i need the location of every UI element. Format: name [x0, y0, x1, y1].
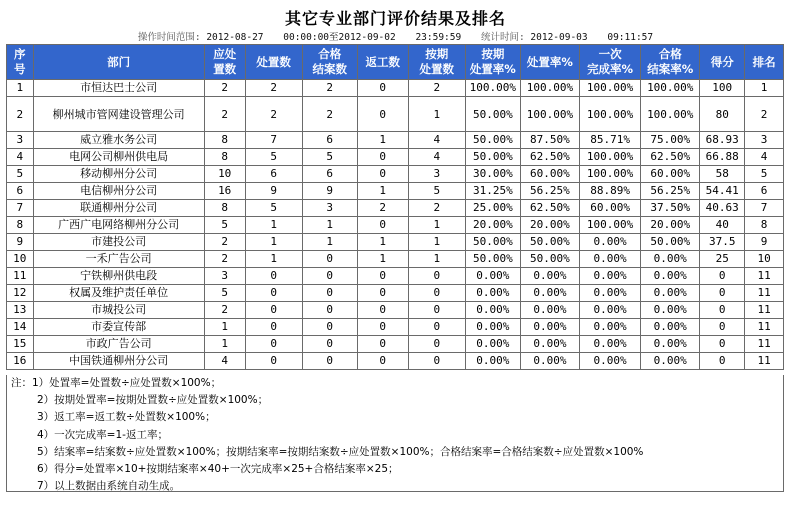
- cell-qualified-rate: 56.25%: [641, 183, 700, 200]
- cell-handle-rate: 56.25%: [520, 183, 579, 200]
- notes-section: [6, 375, 784, 492]
- cell-qualified-closed: 0: [302, 302, 357, 319]
- cell-rank: 4: [745, 149, 784, 166]
- cell-assigned: 2: [204, 251, 245, 268]
- header-row: [7, 45, 784, 80]
- cell-first-time-rate: 100.00%: [580, 80, 641, 97]
- table-row: [7, 132, 784, 149]
- table-row: [7, 319, 784, 336]
- cell-handled: 0: [245, 319, 302, 336]
- cell-score: 40.63: [700, 200, 745, 217]
- cell-ontime-handled: 4: [408, 149, 465, 166]
- cell-ontime-handled: 1: [408, 97, 465, 132]
- header-rank: [745, 45, 784, 80]
- cell-ontime-handled: 2: [408, 80, 465, 97]
- cell-ontime-rate: 0.00%: [465, 319, 520, 336]
- cell-first-time-rate: 88.89%: [580, 183, 641, 200]
- cell-assigned: 5: [204, 217, 245, 234]
- cell-qualified-closed: 2: [302, 97, 357, 132]
- table-row: [7, 80, 784, 97]
- cell-department: 威立雅水务公司: [33, 132, 204, 149]
- cell-score: 0: [700, 319, 745, 336]
- cell-seq: 10: [7, 251, 34, 268]
- header-first-time-rate-line: 一次: [598, 47, 622, 61]
- cell-ontime-handled: 2: [408, 200, 465, 217]
- cell-qualified-rate: 37.50%: [641, 200, 700, 217]
- header-handle-rate-line: 处置率%: [526, 54, 573, 69]
- cell-department: 市城投公司: [33, 302, 204, 319]
- cell-rank: 10: [745, 251, 784, 268]
- cell-ontime-handled: 1: [408, 217, 465, 234]
- operation-end-time: 23:59:59: [415, 32, 462, 43]
- cell-handled: 6: [245, 166, 302, 183]
- cell-ontime-rate: 50.00%: [465, 97, 520, 132]
- table-row: [7, 353, 784, 370]
- note-line: 2）按期处置率=按期处置数÷应处置数×100%；: [37, 394, 269, 407]
- table-row: [7, 217, 784, 234]
- cell-rework: 0: [357, 336, 408, 353]
- report-meta: [0, 29, 791, 43]
- cell-ontime-handled: 0: [408, 319, 465, 336]
- cell-rework: 1: [357, 183, 408, 200]
- cell-rank: 5: [745, 166, 784, 183]
- cell-seq: 5: [7, 166, 34, 183]
- cell-qualified-rate: 0.00%: [641, 285, 700, 302]
- cell-ontime-rate: 25.00%: [465, 200, 520, 217]
- cell-assigned: 16: [204, 183, 245, 200]
- cell-assigned: 8: [204, 149, 245, 166]
- table-row: [7, 234, 784, 251]
- cell-ontime-handled: 3: [408, 166, 465, 183]
- cell-assigned: 2: [204, 234, 245, 251]
- cell-score: 37.5: [700, 234, 745, 251]
- cell-handled: 0: [245, 302, 302, 319]
- cell-rank: 11: [745, 302, 784, 319]
- note-line: 5）结案率=结案数÷应处置数×100%；按期结案率=按期结案数÷应处置数×100%；合格结案率=合格结案数÷应处置数×100%: [37, 445, 644, 458]
- cell-seq: 15: [7, 336, 34, 353]
- cell-department: 市政广告公司: [33, 336, 204, 353]
- cell-seq: 1: [7, 80, 34, 97]
- cell-department: 电信柳州分公司: [33, 183, 204, 200]
- header-rank-line: 排名: [752, 54, 776, 69]
- cell-handled: 1: [245, 251, 302, 268]
- header-qualified-rate-line: 合格: [658, 47, 682, 61]
- table-row: [7, 97, 784, 132]
- statistics-time-label: 统计时间:: [480, 32, 525, 43]
- cell-rework: 0: [357, 166, 408, 183]
- cell-qualified-closed: 0: [302, 285, 357, 302]
- header-qualified-closed: [302, 45, 357, 80]
- table-row: [7, 302, 784, 319]
- cell-first-time-rate: 0.00%: [580, 336, 641, 353]
- operation-start-time: 00:00:00至2012-09-02: [283, 32, 396, 43]
- cell-rank: 11: [745, 353, 784, 370]
- cell-qualified-rate: 100.00%: [641, 97, 700, 132]
- cell-qualified-closed: 2: [302, 80, 357, 97]
- cell-qualified-closed: 1: [302, 217, 357, 234]
- cell-qualified-rate: 100.00%: [641, 80, 700, 97]
- header-qualified-rate-line: 结案率%: [647, 62, 694, 76]
- cell-assigned: 8: [204, 132, 245, 149]
- cell-qualified-closed: 6: [302, 132, 357, 149]
- cell-qualified-rate: 75.00%: [641, 132, 700, 149]
- cell-ontime-rate: 50.00%: [465, 132, 520, 149]
- cell-rework: 0: [357, 97, 408, 132]
- cell-assigned: 1: [204, 336, 245, 353]
- cell-ontime-handled: 0: [408, 336, 465, 353]
- header-score: [700, 45, 745, 80]
- cell-rework: 0: [357, 353, 408, 370]
- cell-seq: 3: [7, 132, 34, 149]
- cell-first-time-rate: 0.00%: [580, 353, 641, 370]
- cell-handled: 5: [245, 149, 302, 166]
- cell-qualified-closed: 0: [302, 268, 357, 285]
- cell-ontime-handled: 0: [408, 302, 465, 319]
- cell-ontime-handled: 1: [408, 234, 465, 251]
- header-seq-line: 序: [14, 47, 26, 61]
- cell-ontime-rate: 31.25%: [465, 183, 520, 200]
- header-rework-line: 返工数: [365, 54, 400, 69]
- cell-qualified-rate: 62.50%: [641, 149, 700, 166]
- cell-rework: 1: [357, 132, 408, 149]
- cell-department: 一禾广告公司: [33, 251, 204, 268]
- cell-ontime-handled: 0: [408, 353, 465, 370]
- header-qualified-rate: [641, 45, 700, 80]
- cell-rework: 0: [357, 149, 408, 166]
- cell-first-time-rate: 85.71%: [580, 132, 641, 149]
- cell-department: 宁铁柳州供电段: [33, 268, 204, 285]
- cell-qualified-closed: 0: [302, 336, 357, 353]
- cell-ontime-rate: 30.00%: [465, 166, 520, 183]
- cell-qualified-closed: 1: [302, 234, 357, 251]
- cell-first-time-rate: 100.00%: [580, 149, 641, 166]
- cell-handle-rate: 0.00%: [520, 336, 579, 353]
- table-row: [7, 149, 784, 166]
- cell-qualified-closed: 5: [302, 149, 357, 166]
- note-line: 3）返工率=返工数÷处置数×100%；: [37, 411, 216, 424]
- header-department: [33, 45, 204, 80]
- cell-rank: 11: [745, 285, 784, 302]
- cell-rework: 1: [357, 234, 408, 251]
- cell-ontime-rate: 50.00%: [465, 251, 520, 268]
- operation-range-label: 操作时间范围:: [137, 32, 201, 43]
- cell-assigned: 2: [204, 97, 245, 132]
- cell-handle-rate: 0.00%: [520, 268, 579, 285]
- cell-first-time-rate: 0.00%: [580, 302, 641, 319]
- cell-first-time-rate: 0.00%: [580, 234, 641, 251]
- cell-handled: 0: [245, 285, 302, 302]
- header-qualified-closed-line: 结案数: [312, 62, 347, 76]
- cell-handle-rate: 100.00%: [520, 80, 579, 97]
- header-handled-line: 处置数: [256, 54, 291, 69]
- header-qualified-closed-line: 合格: [318, 47, 342, 61]
- cell-handle-rate: 87.50%: [520, 132, 579, 149]
- cell-score: 25: [700, 251, 745, 268]
- table-row: [7, 166, 784, 183]
- cell-qualified-rate: 0.00%: [641, 336, 700, 353]
- cell-rework: 0: [357, 80, 408, 97]
- cell-ontime-handled: 4: [408, 132, 465, 149]
- cell-assigned: 3: [204, 268, 245, 285]
- operation-start-date: 2012-08-27: [206, 32, 264, 43]
- ranking-table: [6, 44, 784, 370]
- cell-seq: 12: [7, 285, 34, 302]
- cell-qualified-rate: 20.00%: [641, 217, 700, 234]
- report-title: 其它专业部门评价结果及排名: [284, 9, 506, 28]
- header-handle-rate: [520, 45, 579, 80]
- cell-seq: 16: [7, 353, 34, 370]
- cell-qualified-rate: 0.00%: [641, 268, 700, 285]
- cell-seq: 2: [7, 97, 34, 132]
- cell-first-time-rate: 100.00%: [580, 97, 641, 132]
- cell-first-time-rate: 0.00%: [580, 285, 641, 302]
- cell-handled: 2: [245, 97, 302, 132]
- header-first-time-rate-line: 完成率%: [587, 62, 634, 76]
- cell-qualified-rate: 0.00%: [641, 302, 700, 319]
- cell-department: 广西广电网络柳州分公司: [33, 217, 204, 234]
- cell-assigned: 10: [204, 166, 245, 183]
- header-ontime-rate: [465, 45, 520, 80]
- cell-score: 0: [700, 353, 745, 370]
- cell-score: 0: [700, 302, 745, 319]
- cell-score: 0: [700, 285, 745, 302]
- cell-department: 市建投公司: [33, 234, 204, 251]
- header-ontime-handled: [408, 45, 465, 80]
- cell-assigned: 2: [204, 80, 245, 97]
- table-row: [7, 183, 784, 200]
- header-assigned-line: 应处: [213, 47, 237, 61]
- cell-qualified-closed: 0: [302, 319, 357, 336]
- cell-department: 权属及维护责任单位: [33, 285, 204, 302]
- cell-first-time-rate: 100.00%: [580, 166, 641, 183]
- cell-assigned: 5: [204, 285, 245, 302]
- statistics-date: 2012-09-03: [530, 32, 588, 43]
- table-row: [7, 200, 784, 217]
- cell-handled: 5: [245, 200, 302, 217]
- header-seq-line: 号: [14, 62, 26, 76]
- cell-rework: 0: [357, 285, 408, 302]
- cell-rank: 8: [745, 217, 784, 234]
- cell-seq: 14: [7, 319, 34, 336]
- cell-rework: 0: [357, 302, 408, 319]
- cell-handled: 0: [245, 268, 302, 285]
- cell-qualified-closed: 0: [302, 251, 357, 268]
- cell-seq: 7: [7, 200, 34, 217]
- cell-handle-rate: 0.00%: [520, 285, 579, 302]
- cell-handled: 0: [245, 336, 302, 353]
- cell-ontime-rate: 50.00%: [465, 234, 520, 251]
- header-ontime-handled-line: 按期: [425, 47, 449, 61]
- cell-handle-rate: 60.00%: [520, 166, 579, 183]
- cell-ontime-handled: 0: [408, 285, 465, 302]
- cell-department: 移动柳州分公司: [33, 166, 204, 183]
- cell-department: 中国铁通柳州分公司: [33, 353, 204, 370]
- header-ontime-rate-line: 处置率%: [469, 62, 516, 76]
- header-assigned-line: 置数: [213, 62, 237, 76]
- cell-rank: 11: [745, 336, 784, 353]
- cell-score: 40: [700, 217, 745, 234]
- cell-first-time-rate: 60.00%: [580, 200, 641, 217]
- cell-department: 市委宣传部: [33, 319, 204, 336]
- cell-qualified-rate: 60.00%: [641, 166, 700, 183]
- cell-handle-rate: 62.50%: [520, 200, 579, 217]
- cell-qualified-closed: 0: [302, 353, 357, 370]
- cell-handle-rate: 0.00%: [520, 319, 579, 336]
- note-line: 7）以上数据由系统自动生成。: [37, 480, 181, 492]
- cell-seq: 11: [7, 268, 34, 285]
- cell-handled: 9: [245, 183, 302, 200]
- header-handled: [245, 45, 302, 80]
- cell-score: 54.41: [700, 183, 745, 200]
- cell-first-time-rate: 0.00%: [580, 251, 641, 268]
- cell-rank: 7: [745, 200, 784, 217]
- cell-seq: 4: [7, 149, 34, 166]
- cell-rank: 1: [745, 80, 784, 97]
- cell-department: 电网公司柳州供电局: [33, 149, 204, 166]
- cell-rank: 9: [745, 234, 784, 251]
- cell-rework: 1: [357, 251, 408, 268]
- cell-assigned: 1: [204, 319, 245, 336]
- cell-score: 80: [700, 97, 745, 132]
- cell-rank: 6: [745, 183, 784, 200]
- cell-handle-rate: 100.00%: [520, 97, 579, 132]
- cell-score: 100: [700, 80, 745, 97]
- cell-score: 66.88: [700, 149, 745, 166]
- cell-first-time-rate: 0.00%: [580, 319, 641, 336]
- cell-ontime-rate: 0.00%: [465, 268, 520, 285]
- cell-ontime-rate: 0.00%: [465, 285, 520, 302]
- cell-rank: 2: [745, 97, 784, 132]
- header-ontime-handled-line: 处置数: [419, 62, 454, 76]
- cell-rework: 2: [357, 200, 408, 217]
- cell-seq: 8: [7, 217, 34, 234]
- cell-rework: 0: [357, 319, 408, 336]
- cell-ontime-rate: 0.00%: [465, 302, 520, 319]
- cell-qualified-closed: 3: [302, 200, 357, 217]
- cell-score: 0: [700, 268, 745, 285]
- cell-ontime-handled: 0: [408, 268, 465, 285]
- cell-handle-rate: 50.00%: [520, 251, 579, 268]
- cell-handle-rate: 50.00%: [520, 234, 579, 251]
- cell-handled: 1: [245, 234, 302, 251]
- header-rework: [357, 45, 408, 80]
- cell-handled: 2: [245, 80, 302, 97]
- cell-qualified-rate: 0.00%: [641, 319, 700, 336]
- cell-seq: 9: [7, 234, 34, 251]
- cell-department: 市恒达巴士公司: [33, 80, 204, 97]
- header-assigned: [204, 45, 245, 80]
- cell-handle-rate: 0.00%: [520, 302, 579, 319]
- cell-handle-rate: 20.00%: [520, 217, 579, 234]
- cell-qualified-rate: 0.00%: [641, 353, 700, 370]
- cell-first-time-rate: 0.00%: [580, 268, 641, 285]
- cell-ontime-rate: 100.00%: [465, 80, 520, 97]
- cell-rework: 0: [357, 217, 408, 234]
- statistics-time: 09:11:57: [607, 32, 654, 43]
- cell-assigned: 2: [204, 302, 245, 319]
- cell-ontime-rate: 0.00%: [465, 353, 520, 370]
- cell-assigned: 4: [204, 353, 245, 370]
- header-department-line: 部门: [107, 54, 131, 69]
- cell-qualified-closed: 9: [302, 183, 357, 200]
- note-line: 注：1）处置率=处置数÷应处置数×100%；: [11, 377, 222, 389]
- cell-seq: 6: [7, 183, 34, 200]
- cell-ontime-handled: 1: [408, 251, 465, 268]
- header-seq: [7, 45, 34, 80]
- header-ontime-rate-line: 按期: [481, 47, 505, 61]
- table-row: [7, 251, 784, 268]
- cell-handle-rate: 0.00%: [520, 353, 579, 370]
- cell-qualified-rate: 0.00%: [641, 251, 700, 268]
- cell-qualified-rate: 50.00%: [641, 234, 700, 251]
- cell-rank: 11: [745, 319, 784, 336]
- cell-handled: 1: [245, 217, 302, 234]
- cell-department: 联通柳州分公司: [33, 200, 204, 217]
- cell-ontime-rate: 20.00%: [465, 217, 520, 234]
- cell-assigned: 8: [204, 200, 245, 217]
- cell-ontime-handled: 5: [408, 183, 465, 200]
- table-row: [7, 285, 784, 302]
- cell-handle-rate: 62.50%: [520, 149, 579, 166]
- note-line: 6）得分=处置率×10+按期结案率×40+一次完成率×25+合格结案率×25；: [37, 463, 399, 476]
- cell-score: 0: [700, 336, 745, 353]
- table-row: [7, 336, 784, 353]
- cell-handled: 0: [245, 353, 302, 370]
- cell-score: 58: [700, 166, 745, 183]
- note-line: 4）一次完成率=1-返工率；: [37, 428, 168, 441]
- cell-rank: 3: [745, 132, 784, 149]
- cell-ontime-rate: 0.00%: [465, 336, 520, 353]
- header-first-time-rate: [580, 45, 641, 80]
- cell-rework: 0: [357, 268, 408, 285]
- cell-rank: 11: [745, 268, 784, 285]
- header-score-line: 得分: [710, 54, 734, 69]
- cell-score: 68.93: [700, 132, 745, 149]
- cell-department: 柳州城市管网建设管理公司: [33, 97, 204, 132]
- cell-seq: 13: [7, 302, 34, 319]
- cell-handled: 7: [245, 132, 302, 149]
- cell-qualified-closed: 6: [302, 166, 357, 183]
- cell-first-time-rate: 100.00%: [580, 217, 641, 234]
- cell-ontime-rate: 50.00%: [465, 149, 520, 166]
- table-row: [7, 268, 784, 285]
